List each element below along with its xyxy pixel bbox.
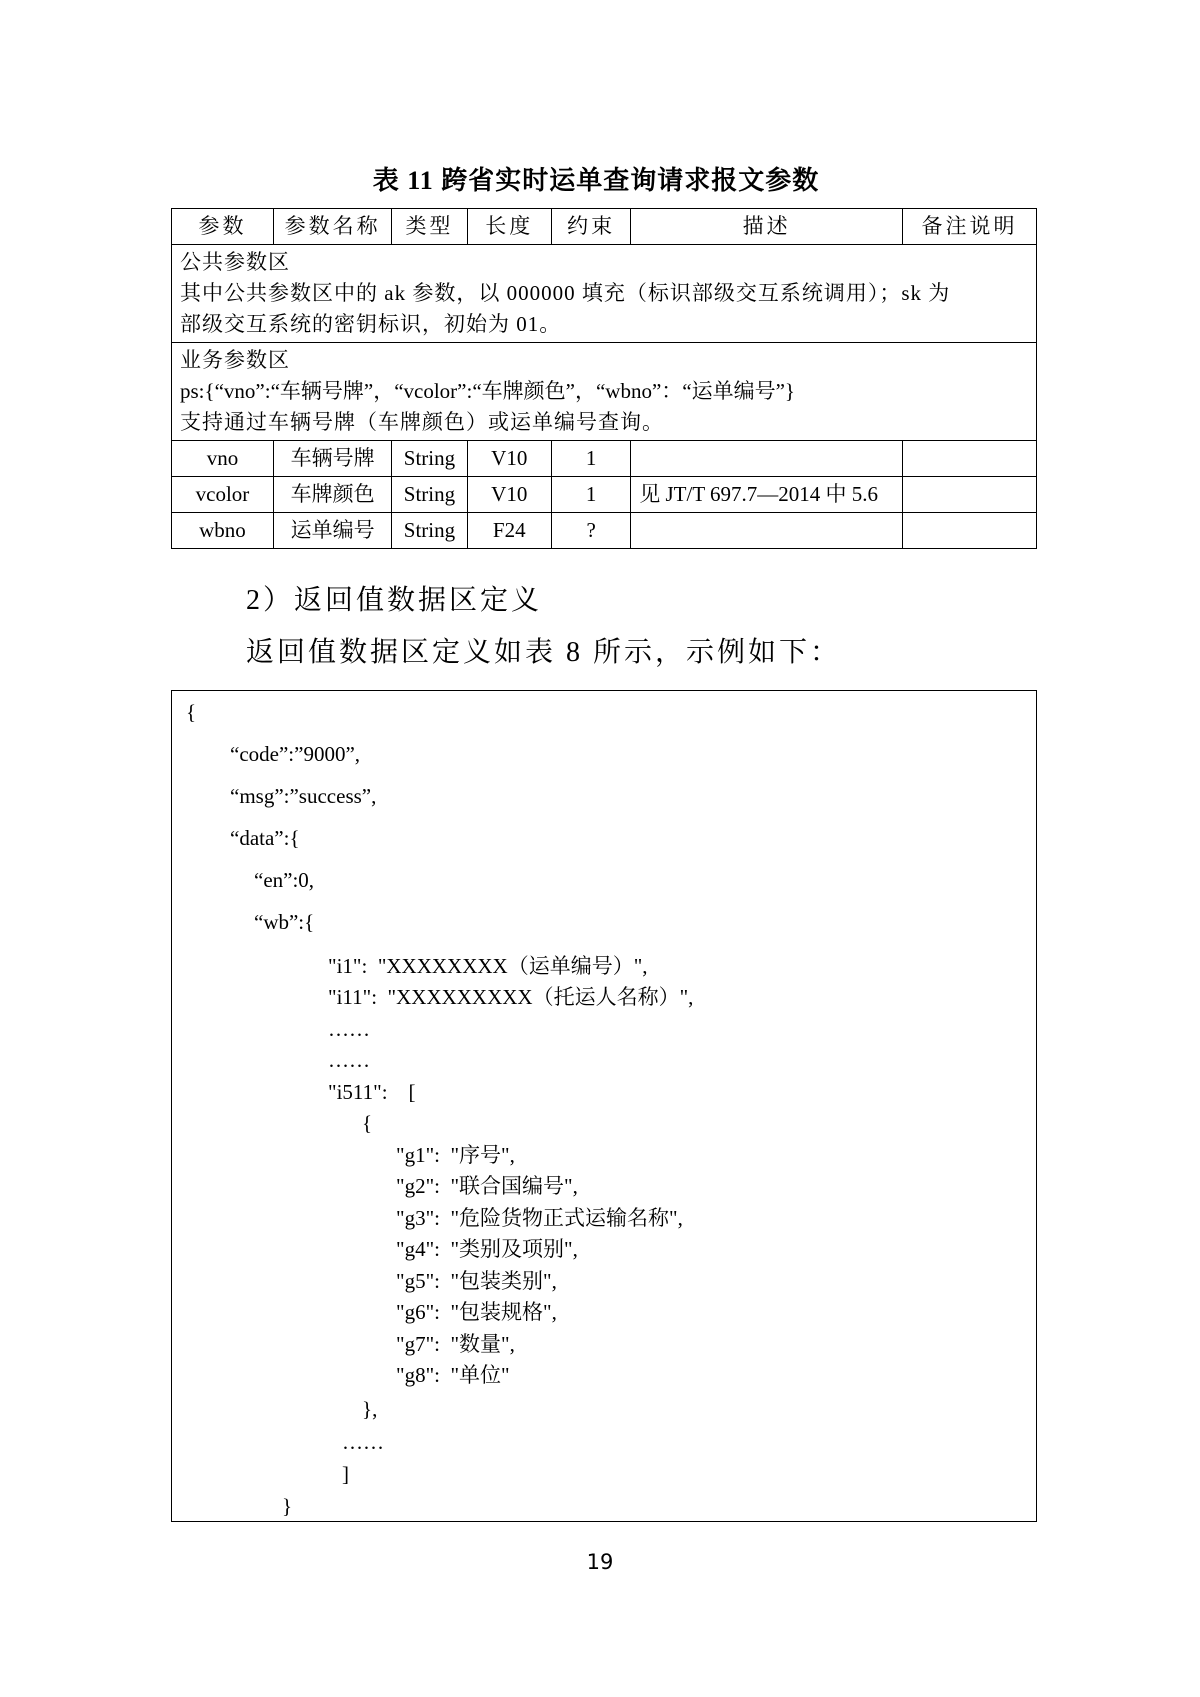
name-cell: 运单编号 (273, 513, 391, 549)
code-line: “data”:{ (230, 826, 300, 850)
code-line: } (282, 1494, 293, 1518)
name-cell: 车辆号牌 (273, 441, 391, 477)
code-line: "g7": "数量", (396, 1332, 515, 1356)
public-section-label: 公共参数区 (180, 250, 290, 274)
constraint-cell: 1 (551, 441, 630, 477)
note-cell (903, 513, 1037, 549)
code-line: “msg”:”success”, (230, 784, 377, 808)
param-cell: vno (172, 441, 274, 477)
section-heading: 2）返回值数据区定义 (246, 585, 543, 616)
code-line: "i511": [ (328, 1080, 416, 1104)
public-section-cell (172, 245, 1037, 343)
code-line: { (186, 700, 197, 724)
desc-cell (631, 513, 903, 549)
code-line: "g8": "单位" (396, 1363, 510, 1387)
table-header-row (172, 209, 1037, 245)
params-table (171, 208, 1037, 549)
code-example-box (171, 690, 1037, 1522)
param-cell: vcolor (172, 477, 274, 513)
code-line: }, (362, 1397, 378, 1421)
business-section-label: 业务参数区 (180, 348, 290, 372)
desc-cell: 见 JT/T 697.7—2014 中 5.6 (631, 477, 903, 513)
business-section-row (172, 343, 1037, 441)
header-cell: 长度 (467, 209, 551, 245)
table-row (172, 441, 1037, 477)
header-cell: 备注说明 (903, 209, 1037, 245)
code-line: "g2": "联合国编号", (396, 1174, 578, 1198)
header-cell: 描述 (631, 209, 903, 245)
table-title: 表 11 跨省实时运单查询请求报文参数 (372, 166, 820, 195)
note-cell (903, 441, 1037, 477)
code-line: “wb”:{ (254, 910, 315, 934)
code-line: "g1": "序号", (396, 1143, 515, 1167)
note-cell (903, 477, 1037, 513)
code-line: ] (342, 1462, 349, 1486)
code-line: "i11": "XXXXXXXXX（托运人名称）", (328, 985, 694, 1009)
type-cell: String (392, 477, 467, 513)
header-cell: 类型 (392, 209, 467, 245)
business-section-text: 支持通过车辆号牌（车牌颜色）或运单编号查询。 (180, 410, 664, 434)
code-line: …… (328, 1017, 370, 1041)
section-paragraph: 返回值数据区定义如表 8 所示，示例如下： (246, 637, 842, 668)
page-number: 19 (586, 1550, 614, 1574)
public-section-text: 其中公共参数区中的 ak 参数，以 000000 填充（标识部级交互系统调用）；sk 为 (180, 281, 951, 305)
public-section-text: 部级交互系统的密钥标识，初始为 01。 (180, 312, 562, 336)
param-cell: wbno (172, 513, 274, 549)
desc-cell (631, 441, 903, 477)
table-row (172, 477, 1037, 513)
header-cell: 约束 (551, 209, 630, 245)
constraint-cell: ? (551, 513, 630, 549)
business-section-text: ps:{“vno”:“车辆号牌”，“vcolor”:“车牌颜色”，“wbno”：“运单编号”} (180, 379, 795, 403)
code-line: "g6": "包装规格", (396, 1300, 557, 1324)
business-section-cell (172, 343, 1037, 441)
table-row (172, 513, 1037, 549)
length-cell: F24 (467, 513, 551, 549)
header-cell: 参数名称 (273, 209, 391, 245)
length-cell: V10 (467, 441, 551, 477)
type-cell: String (392, 513, 467, 549)
constraint-cell: 1 (551, 477, 630, 513)
public-section-row (172, 245, 1037, 343)
code-line: “code”:”9000”, (230, 742, 361, 766)
code-line: …… (342, 1430, 384, 1454)
code-line: …… (328, 1048, 370, 1072)
code-line: “en”:0, (254, 868, 315, 892)
code-line: "i1": "XXXXXXXX（运单编号）", (328, 954, 648, 978)
header-cell: 参数 (172, 209, 274, 245)
length-cell: V10 (467, 477, 551, 513)
code-line: "g4": "类别及项别", (396, 1237, 578, 1261)
code-line: "g3": "危险货物正式运输名称", (396, 1206, 683, 1230)
type-cell: String (392, 441, 467, 477)
code-line: { (362, 1111, 373, 1135)
code-line: "g5": "包装类别", (396, 1269, 557, 1293)
name-cell: 车牌颜色 (273, 477, 391, 513)
